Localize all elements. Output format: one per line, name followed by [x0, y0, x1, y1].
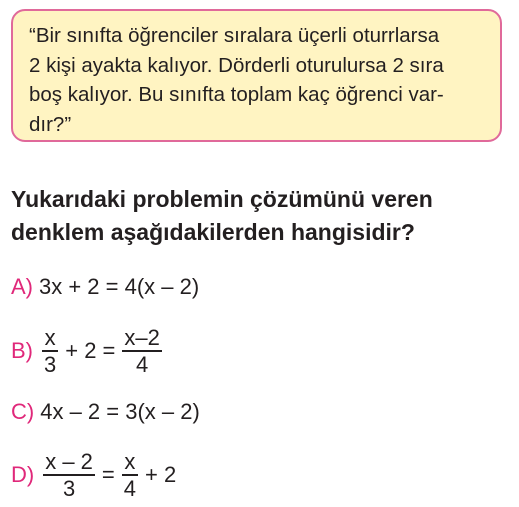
option-b-lhs-denominator: 3	[44, 352, 57, 377]
problem-line-3: boş kalıyor. Bu sınıfta toplam kaç öğrenci var-	[29, 83, 444, 106]
option-c-letter: C)	[11, 399, 35, 424]
option-b-letter: B)	[11, 338, 33, 363]
problem-line-4: dır?”	[29, 112, 72, 136]
option-a[interactable]	[11, 274, 199, 300]
question-line-1: Yukarıdaki problemin çözümünü veren	[11, 186, 433, 212]
question-line-2: denklem aşağıdakilerden hangisidir?	[11, 219, 415, 245]
option-d-lhs-denominator: 3	[62, 476, 76, 501]
option-b-lhs-numerator: x	[44, 325, 56, 350]
option-b-operator: + 2 =	[65, 338, 116, 363]
option-b-rhs-denominator: 4	[136, 352, 149, 377]
problem-box	[11, 9, 502, 142]
option-d-lhs-fraction	[43, 449, 95, 501]
option-c[interactable]	[11, 399, 200, 425]
option-b[interactable]	[11, 325, 165, 377]
question-text	[11, 183, 433, 249]
option-b-lhs-fraction	[42, 325, 58, 377]
option-c-equation: 4x – 2 = 3(x – 2)	[40, 399, 200, 424]
option-a-equation: 3x + 2 = 4(x – 2)	[39, 274, 200, 299]
option-d[interactable]	[11, 449, 180, 501]
problem-line-1: “Bir sınıfta öğrenciler sıralara üçerli oturrlarsa	[29, 24, 440, 47]
option-b-rhs-numerator: x–2	[124, 325, 160, 350]
option-a-letter: A)	[11, 274, 33, 299]
option-d-tail: + 2	[145, 462, 177, 487]
problem-line-2: 2 kişi ayakta kalıyor. Dörderli oturulursa 2 sıra	[29, 53, 444, 77]
option-d-rhs-denominator: 4	[123, 476, 137, 501]
option-d-letter: D)	[11, 462, 35, 487]
option-d-rhs-numerator: x	[124, 449, 136, 474]
option-d-lhs-numerator: x – 2	[45, 449, 93, 474]
option-d-operator: =	[101, 462, 115, 487]
option-b-rhs-fraction	[122, 325, 161, 377]
option-d-rhs-fraction	[122, 449, 138, 501]
